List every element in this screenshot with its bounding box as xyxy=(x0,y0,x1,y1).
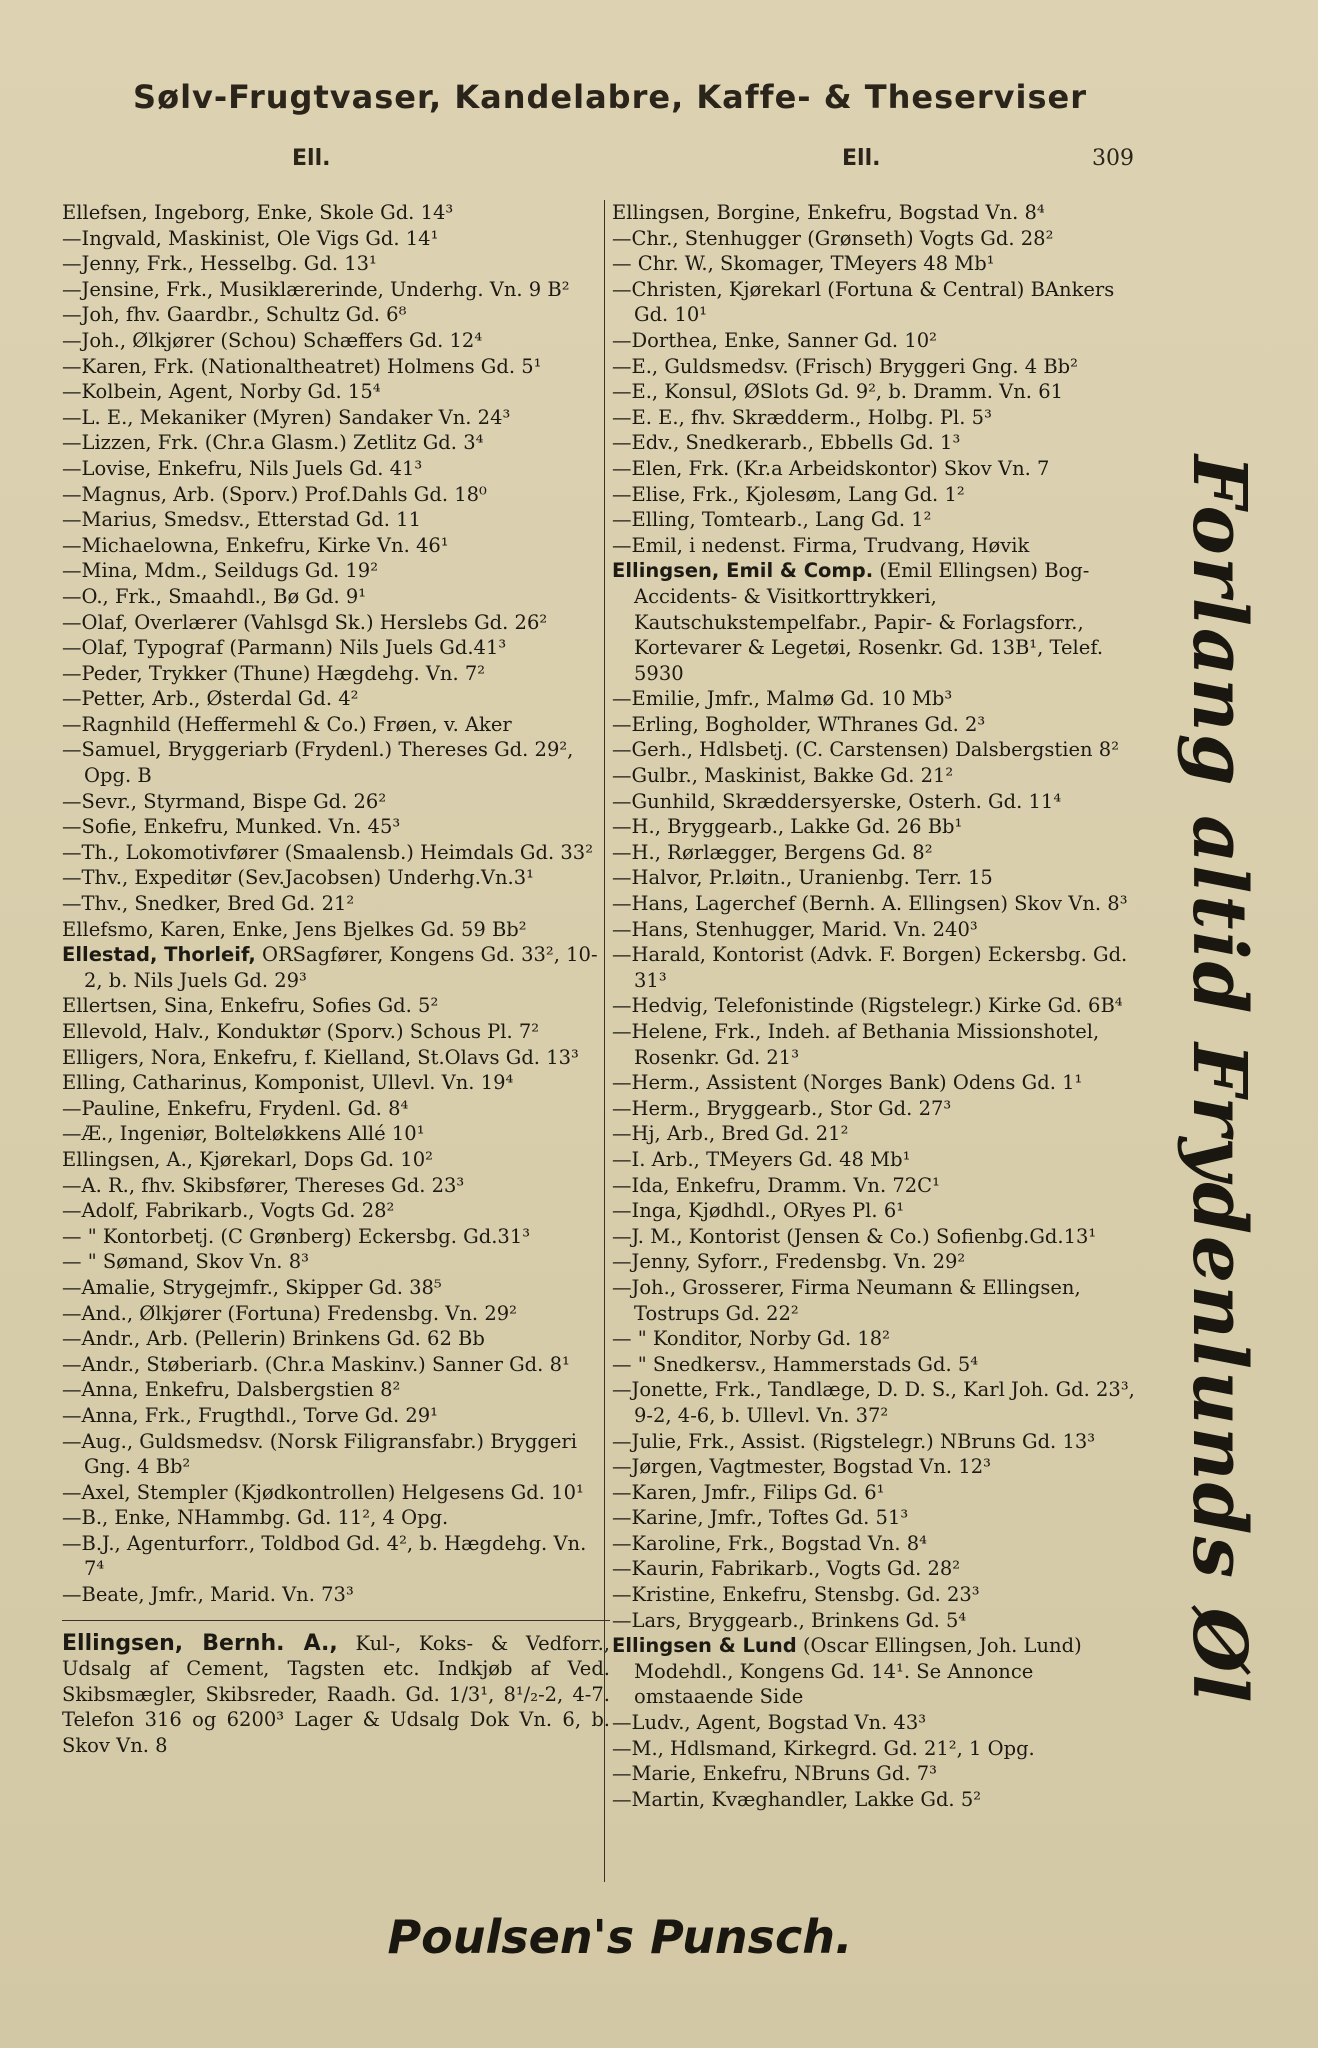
directory-entry: —Beate, Jmfr., Marid. Vn. 73³ xyxy=(62,1583,354,1607)
directory-entry: Ellefsmo, Karen, Enke, Jens Bjelkes Gd. 59 Bb² xyxy=(62,917,527,941)
directory-entry: —Jonette, Frk., Tandlæge, D. D. S., Karl Joh. Gd. 23³, 9-2, 4-6, b. Ullevl. Vn. 37² xyxy=(612,1378,1135,1427)
directory-entry: —E., Guldsmedsv. (Frisch) Bryggeri Gng. 4 Bb² xyxy=(612,354,1078,378)
directory-entry: Elling, Catharinus, Komponist, Ullevl. Vn. 19⁴ xyxy=(62,1071,514,1095)
ad-name: Ellingsen, Bernh. A., xyxy=(62,1630,338,1656)
right-column xyxy=(612,200,1152,1812)
directory-entry: —Erling, Bogholder, WThranes Gd. 2³ xyxy=(612,712,986,736)
directory-entry: —M., Hdlsmand, Kirkegrd. Gd. 21², 1 Opg. xyxy=(612,1736,1035,1760)
directory-entry: Ellevold, Halv., Konduktør (Sporv.) Schous Pl. 7² xyxy=(62,1020,540,1043)
directory-entry: —Elling, Tomtearb., Lang Gd. 1² xyxy=(612,508,932,532)
directory-entry: —Jørgen, Vagtmester, Bogstad Vn. 12³ xyxy=(612,1455,991,1479)
side-slogan-ad: Forlang altid Frydenlunds Øl xyxy=(1176,455,1262,1705)
directory-entry: Ellingsen & Lund (Oscar Ellingsen, Joh. Lund) Modehdl., Kongens Gd. 14¹. Se Annonce omstaaende Side xyxy=(612,1634,1082,1709)
directory-entry: — " Kontorbetj. (C Grønberg) Eckersbg. Gd.31³ xyxy=(62,1224,531,1248)
directory-entry: Ellertsen, Sina, Enkefru, Sofies Gd. 5² xyxy=(62,994,439,1018)
directory-entry: —Michaelowna, Enkefru, Kirke Vn. 46¹ xyxy=(62,533,449,557)
directory-entry: — " Sømand, Skov Vn. 8³ xyxy=(62,1250,309,1274)
directory-entry: —Martin, Kvæghandler, Lakke Gd. 5² xyxy=(612,1787,982,1811)
entry-bold-name: Ellingsen & Lund xyxy=(612,1634,797,1658)
directory-entry: —J. M., Kontorist (Jensen & Co.) Sofienbg.Gd.13¹ xyxy=(612,1224,1097,1248)
directory-entry: — Chr. W., Skomager, TMeyers 48 Mb¹ xyxy=(612,252,995,276)
header-right-key: Ell. xyxy=(842,146,881,171)
directory-entry: Ellingsen, A., Kjørekarl, Dops Gd. 10² xyxy=(62,1147,433,1171)
directory-entry: Ellestad, Thorleif, ORSagfører, Kongens Gd. 33², 10-2, b. Nils Juels Gd. 29³ xyxy=(62,943,598,992)
directory-entry: —Elise, Frk., Kjolesøm, Lang Gd. 1² xyxy=(612,482,965,506)
directory-entry: —Karen, Jmfr., Filips Gd. 6¹ xyxy=(612,1480,885,1504)
directory-entry: —Anna, Enkefru, Dalsbergstien 8² xyxy=(62,1378,401,1402)
top-banner-ad: Sølv-Frugtvaser, Kandelabre, Kaffe- & Theserviser xyxy=(133,78,1087,116)
directory-entry: —And., Ølkjører (Fortuna) Fredensbg. Vn. 29² xyxy=(62,1301,517,1325)
directory-entry: —Marius, Smedsv., Etterstad Gd. 11 xyxy=(62,508,421,532)
directory-entry: —Karen, Frk. (Nationaltheatret) Holmens Gd. 5¹ xyxy=(62,354,542,378)
directory-entry: —Kristine, Enkefru, Stensbg. Gd. 23³ xyxy=(612,1583,980,1607)
directory-entry: —Lovise, Enkefru, Nils Juels Gd. 41³ xyxy=(62,456,423,480)
directory-entry: — " Snedkersv., Hammerstads Gd. 5⁴ xyxy=(612,1352,979,1376)
column-divider xyxy=(604,200,605,1882)
directory-entry: —Thv., Expeditør (Sev.Jacobsen) Underhg.Vn.3¹ xyxy=(62,866,534,890)
directory-entry: —Gerh., Hdlsbetj. (C. Carstensen) Dalsbergstien 8² xyxy=(612,738,1120,762)
directory-entry: —Ludv., Agent, Bogstad Vn. 43³ xyxy=(612,1711,927,1735)
directory-entry: —Halvor, Pr.løitn., Uranienbg. Terr. 15 xyxy=(612,866,993,890)
directory-entry: —Helene, Frk., Indeh. af Bethania Missionshotel, Rosenkr. Gd. 21³ xyxy=(612,1020,1100,1069)
directory-entry: —Edv., Snedkerarb., Ebbells Gd. 1³ xyxy=(612,431,961,455)
directory-entry: —Elen, Frk. (Kr.a Arbeidskontor) Skov Vn. 7 xyxy=(612,456,1050,480)
directory-entry: —H., Bryggearb., Lakke Gd. 26 Bb¹ xyxy=(612,815,963,839)
directory-entry: —Joh., Ølkjører (Schou) Schæffers Gd. 12⁴ xyxy=(62,328,483,352)
ad-text: Kul-, Koks- & Vedforr., Udsalg af Cement, Tagsten etc. Indkjøb af Ved. Skibsmægler, Skibsreder, Raadh. Gd. 1/3¹, 8¹/₂-2, 4-7. Telefon 316 og 6200³ Lager & Udsalg Dok Vn. 6, b. Skov Vn. 8 xyxy=(62,1631,610,1758)
directory-entry: —Amalie, Strygejmfr., Skipper Gd. 38⁵ xyxy=(62,1275,442,1299)
directory-entry: —Jenny, Frk., Hesselbg. Gd. 13¹ xyxy=(62,252,377,276)
directory-entry: —Inga, Kjødhdl., ORyes Pl. 6¹ xyxy=(612,1199,905,1223)
directory-entry: —Hans, Stenhugger, Marid. Vn. 240³ xyxy=(612,917,978,941)
directory-entry: —E., Konsul, ØSlots Gd. 9², b. Dramm. Vn. 61 xyxy=(612,380,1064,404)
directory-entry: Ellingsen, Borgine, Enkefru, Bogstad Vn. 8⁴ xyxy=(612,201,1045,224)
directory-entry: —Æ., Ingeniør, Bolteløkkens Allé 10¹ xyxy=(62,1122,425,1146)
directory-entry: —Marie, Enkefru, NBruns Gd. 7³ xyxy=(612,1762,937,1786)
directory-entry: —Hedvig, Telefonistinde (Rigstelegr.) Kirke Gd. 6B⁴ xyxy=(612,994,1123,1018)
directory-entry: —H., Rørlægger, Bergens Gd. 8² xyxy=(612,840,933,864)
directory-entry: —A. R., fhv. Skibsfører, Thereses Gd. 23³ xyxy=(62,1173,465,1197)
directory-entry: —Karoline, Frk., Bogstad Vn. 8⁴ xyxy=(612,1531,927,1555)
directory-entry: —Gunhild, Skræddersyerske, Osterh. Gd. 11⁴ xyxy=(612,789,1062,813)
directory-entry: —Karine, Jmfr., Toftes Gd. 51³ xyxy=(612,1506,909,1530)
directory-entry: —Ida, Enkefru, Dramm. Vn. 72C¹ xyxy=(612,1173,940,1197)
directory-entry: —B., Enke, NHammbg. Gd. 11², 4 Opg. xyxy=(62,1506,449,1530)
directory-entry: —Emilie, Jmfr., Malmø Gd. 10 Mb³ xyxy=(612,687,953,711)
directory-entry: Ellefsen, Ingeborg, Enke, Skole Gd. 14³ xyxy=(62,201,454,224)
directory-entry: —Sevr., Styrmand, Bispe Gd. 26² xyxy=(62,789,387,813)
directory-entry: —Kaurin, Fabrikarb., Vogts Gd. 28² xyxy=(612,1557,961,1581)
directory-entry: —Hans, Lagerchef (Bernh. A. Ellingsen) Skov Vn. 8³ xyxy=(612,892,1128,916)
directory-entry: —Samuel, Bryggeriarb (Frydenl.) Thereses Gd. 29², Opg. B xyxy=(62,738,574,788)
ad-separator xyxy=(62,1620,610,1621)
directory-entry: —Kolbein, Agent, Norby Gd. 15⁴ xyxy=(62,380,381,404)
directory-entry: —Ingvald, Maskinist, Ole Vigs Gd. 14¹ xyxy=(62,226,439,250)
entry-bold-name: Ellingsen, Emil & Comp. xyxy=(612,559,874,583)
bernh-ellingsen-ad xyxy=(62,1631,610,1759)
directory-entry: —B.J., Agenturforr., Toldbod Gd. 4², b. Hægdehg. Vn. 7⁴ xyxy=(62,1531,587,1581)
directory-entry: —Olaf, Overlærer (Vahlsgd Sk.) Herslebs Gd. 26² xyxy=(62,610,548,634)
page-number: 309 xyxy=(1092,146,1134,171)
directory-entry: —Jensine, Frk., Musiklærerinde, Underhg. Vn. 9 B² xyxy=(62,277,570,301)
directory-entry: —Dorthea, Enke, Sanner Gd. 10² xyxy=(612,328,937,352)
directory-entry: —Axel, Stempler (Kjødkontrollen) Helgesens Gd. 10¹ xyxy=(62,1480,584,1504)
directory-entry: —Herm., Bryggearb., Stor Gd. 27³ xyxy=(612,1096,952,1120)
directory-entry: Ellingsen, Emil & Comp. (Emil Ellingsen) Bog-Accidents- & Visitkorttrykkeri, Kautschukstempelfabr., Papir- & Forlagsforr., Kortevarer & Legetøi, Rosenkr. Gd. 13B¹, Telef. 5930 xyxy=(612,559,1104,685)
header-left-key: Ell. xyxy=(292,146,331,171)
directory-entry: —Magnus, Arb. (Sporv.) Prof.Dahls Gd. 18⁰ xyxy=(62,482,487,506)
directory-entry: —Joh., Grosserer, Firma Neumann & Ellingsen, Tostrups Gd. 22² xyxy=(612,1275,1081,1325)
directory-entry: —Pauline, Enkefru, Frydenl. Gd. 8⁴ xyxy=(62,1096,409,1120)
directory-entry: —Lars, Bryggearb., Brinkens Gd. 5⁴ xyxy=(612,1608,967,1632)
directory-entry: —Aug., Guldsmedsv. (Norsk Filigransfabr.) Bryggeri Gng. 4 Bb² xyxy=(62,1429,577,1479)
directory-entry: —O., Frk., Smaahdl., Bø Gd. 9¹ xyxy=(62,584,367,608)
directory-entry: —I. Arb., TMeyers Gd. 48 Mb¹ xyxy=(612,1147,911,1171)
bottom-ad: Poulsen's Punsch. xyxy=(387,1910,853,1964)
directory-entry: —Anna, Frk., Frugthdl., Torve Gd. 29¹ xyxy=(62,1403,438,1427)
directory-entry: —Olaf, Typograf (Parmann) Nils Juels Gd.41³ xyxy=(62,636,507,660)
directory-entry: —Ragnhild (Heffermehl & Co.) Frøen, v. Aker xyxy=(62,712,512,736)
directory-entry: —Hj, Arb., Bred Gd. 21² xyxy=(612,1122,849,1146)
directory-entry: —Emil, i nedenst. Firma, Trudvang, Høvik xyxy=(612,533,1030,557)
directory-entry: —Harald, Kontorist (Advk. F. Borgen) Eckersbg. Gd. 31³ xyxy=(612,943,1128,992)
directory-entry: —Peder, Trykker (Thune) Hægdehg. Vn. 7² xyxy=(62,661,486,685)
directory-entry: —Mina, Mdm., Seildugs Gd. 19² xyxy=(62,559,379,583)
directory-entry: —Herm., Assistent (Norges Bank) Odens Gd. 1¹ xyxy=(612,1071,1083,1095)
directory-entry: — " Konditor, Norby Gd. 18² xyxy=(612,1327,890,1351)
directory-entry: —Julie, Frk., Assist. (Rigstelegr.) NBruns Gd. 13³ xyxy=(612,1429,1096,1453)
directory-entry: —Sofie, Enkefru, Munked. Vn. 45³ xyxy=(62,815,401,839)
directory-entry: Elligers, Nora, Enkefru, f. Kielland, St.Olavs Gd. 13³ xyxy=(62,1045,579,1069)
directory-entry: —Thv., Snedker, Bred Gd. 21² xyxy=(62,892,355,916)
entry-bold-name: Ellestad, Thorleif, xyxy=(62,943,256,967)
directory-entry: —Chr., Stenhugger (Grønseth) Vogts Gd. 28² xyxy=(612,226,1054,250)
directory-entry: —L. E., Mekaniker (Myren) Sandaker Vn. 24³ xyxy=(62,405,511,429)
directory-entry: —Joh, fhv. Gaardbr., Schultz Gd. 6⁸ xyxy=(62,303,407,327)
directory-entry: —Jenny, Syforr., Fredensbg. Vn. 29² xyxy=(612,1250,966,1274)
directory-entry: —Lizzen, Frk. (Chr.a Glasm.) Zetlitz Gd. 3⁴ xyxy=(62,431,484,455)
directory-entry: —E. E., fhv. Skrædderm., Holbg. Pl. 5³ xyxy=(612,405,992,429)
directory-entry: —Petter, Arb., Østerdal Gd. 4² xyxy=(62,687,359,711)
directory-entry: —Christen, Kjørekarl (Fortuna & Central) BAnkers Gd. 10¹ xyxy=(612,277,1115,327)
left-column xyxy=(62,200,610,1759)
directory-entry: —Th., Lokomotivfører (Smaalensb.) Heimdals Gd. 33² xyxy=(62,840,594,864)
directory-entry: —Andr., Støberiarb. (Chr.a Maskinv.) Sanner Gd. 8¹ xyxy=(62,1352,570,1376)
directory-entry: —Gulbr., Maskinist, Bakke Gd. 21² xyxy=(612,764,954,788)
directory-entry: —Andr., Arb. (Pellerin) Brinkens Gd. 62 Bb xyxy=(62,1327,485,1351)
directory-entry: —Adolf, Fabrikarb., Vogts Gd. 28² xyxy=(62,1199,395,1223)
